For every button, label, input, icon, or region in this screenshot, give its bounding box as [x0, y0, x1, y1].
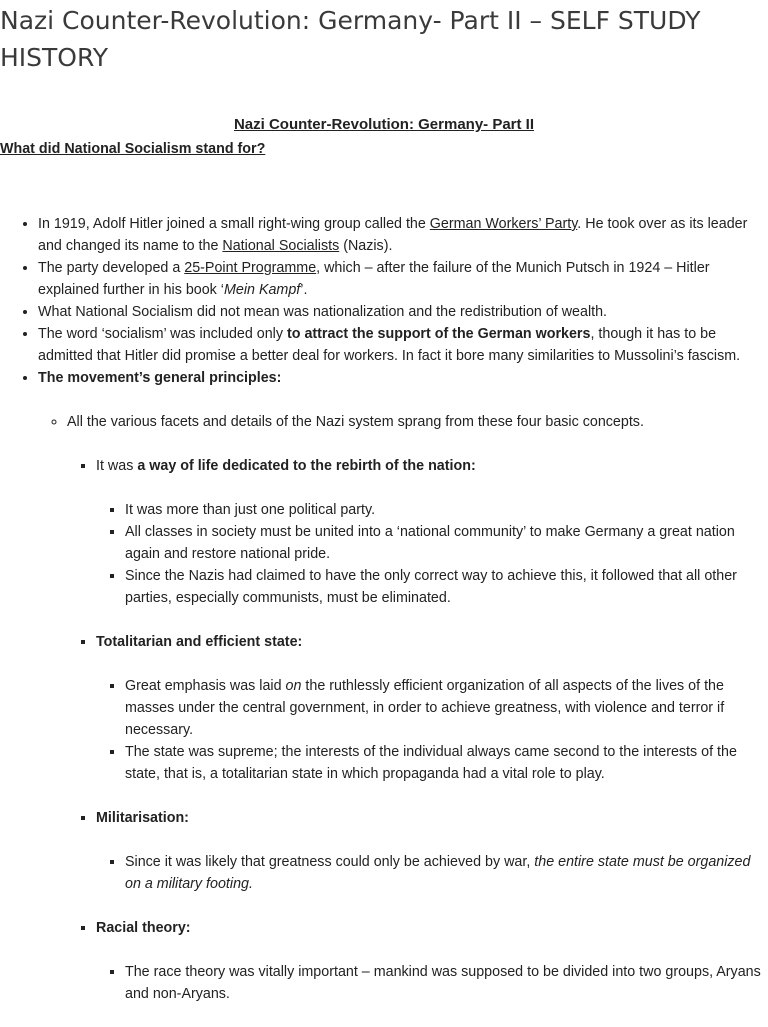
concept-item: ▪ It was a way of life dedicated to the rebirth of the nation: ▪ It was more than just one political party. ▪ All classes in society must be united into a ‘national community’ to make Germany a great nation again and restore national pride. ▪ Since the Nazis had claimed to have the only correct way to achieve this, it followed that all other parties, especially communists, must be eliminated. — [96, 455, 768, 609]
list-item: • In 1919, Adolf Hitler joined a small right-wing group called the German Workers’ Party. He took over as its leader and changed its name to the National Socialists (Nazis). — [38, 213, 768, 257]
article-body — [0, 110, 768, 1027]
concept-item — [96, 807, 768, 895]
concept-point: ▪ All classes in society must be united into a ‘national community’ to make Germany a great nation again and restore national pride. — [125, 521, 768, 565]
main-bullet-list — [0, 213, 768, 1005]
concept-points — [96, 961, 768, 1005]
concept-item — [96, 917, 768, 1005]
list-item: • What National Socialism did not mean was nationalization and the redistribution of wealth. — [38, 301, 768, 323]
concept-title: Racial theory: — [96, 920, 191, 936]
book-title: Mein Kampf — [223, 282, 301, 298]
principles-list — [38, 411, 768, 1005]
25-point-programme-link[interactable]: 25-Point Programme — [184, 260, 317, 276]
concept-point: ▪ The state was supreme; the interests of the individual always came second to the interests of the state, that is, a totalitarian state in which propaganda had a vital role to play. — [125, 741, 768, 785]
list-item — [38, 367, 768, 1005]
concept-title: Totalitarian and efficient state: — [96, 634, 303, 650]
article-heading: Nazi Counter-Revolution: Germany- Part II — [233, 116, 535, 133]
principles-intro: ◦ All the various facets and details of the Nazi system sprang from these four basic concepts. ▪ It was a way of life dedicated to the rebirth of the nation: ▪ It was more than just one political party. ▪ All classes in society must be united into a ‘national community’ to make Germany a great nation again and restore national pride. ▪ Since the Nazis had claimed to have the only correct way to achieve this, it followed that all other parties, especially communists, must be eliminated. ▪ Totalitarian and efficient state: ▪ Great emphasis was laid on the ruthlessly efficient organization of all aspects of the lives of the masses under the central government, in order to achieve greatness, with violence and terror if necessary. ▪ The state was supreme; the interests of the individual always came second to the interests of the state, that is, a totalitarian state in which propaganda had a vital role to play. ▪ Militarisation: ▪ Since it was likely that greatness could only be achieved by war, the entire state must be organized on a military footing. ▪ Racial theory: ▪ The race theory was vitally important – mankind was supposed to be divided into two groups, Aryans and non-Aryans. — [67, 411, 768, 1005]
emphasis-text: to attract the support of the German workers — [286, 326, 591, 342]
concept-item — [96, 631, 768, 785]
concept-point: ▪ The race theory was vitally important – mankind was supposed to be divided into two groups, Aryans and non-Aryans. — [125, 961, 768, 1005]
concept-list — [67, 455, 768, 1005]
concept-title: a way of life dedicated to the rebirth of the nation: — [137, 458, 476, 474]
concept-point: ▪ Since it was likely that greatness could only be achieved by war, the entire state must be organized on a military footing. — [125, 851, 768, 895]
principles-heading: The movement’s general principles: — [38, 370, 282, 386]
german-workers-party-link[interactable]: German Workers’ Party — [429, 216, 578, 232]
list-item: • The party developed a 25-Point Programme, which – after the failure of the Munich Putsch in 1924 – Hitler explained further in his book ‘Mein Kampf’. — [38, 257, 768, 301]
national-socialists-link[interactable]: National Socialists — [222, 238, 340, 254]
concept-point: ▪ It was more than just one political party. — [125, 499, 768, 521]
concept-points — [96, 499, 768, 609]
page-title: Nazi Counter-Revolution: Germany- Part II – SELF STUDY HISTORY — [0, 6, 701, 72]
concept-points — [96, 675, 768, 785]
section-question: What did National Socialism stand for? — [0, 141, 266, 157]
concept-point: ▪ Great emphasis was laid on the ruthlessly efficient organization of all aspects of the lives of the masses under the central government, in order to achieve greatness, with violence and terror if necessary. — [125, 675, 768, 741]
concept-points — [96, 851, 768, 895]
list-item: • The word ‘socialism’ was included only to attract the support of the German workers, though it has to be admitted that Hitler did promise a better deal for workers. In fact it bore many similarities to Mussolini’s fascism. — [38, 323, 768, 367]
concept-point: ▪ Since the Nazis had claimed to have the only correct way to achieve this, it followed that all other parties, especially communists, must be eliminated. — [125, 565, 768, 609]
concept-title: Militarisation: — [96, 810, 189, 826]
